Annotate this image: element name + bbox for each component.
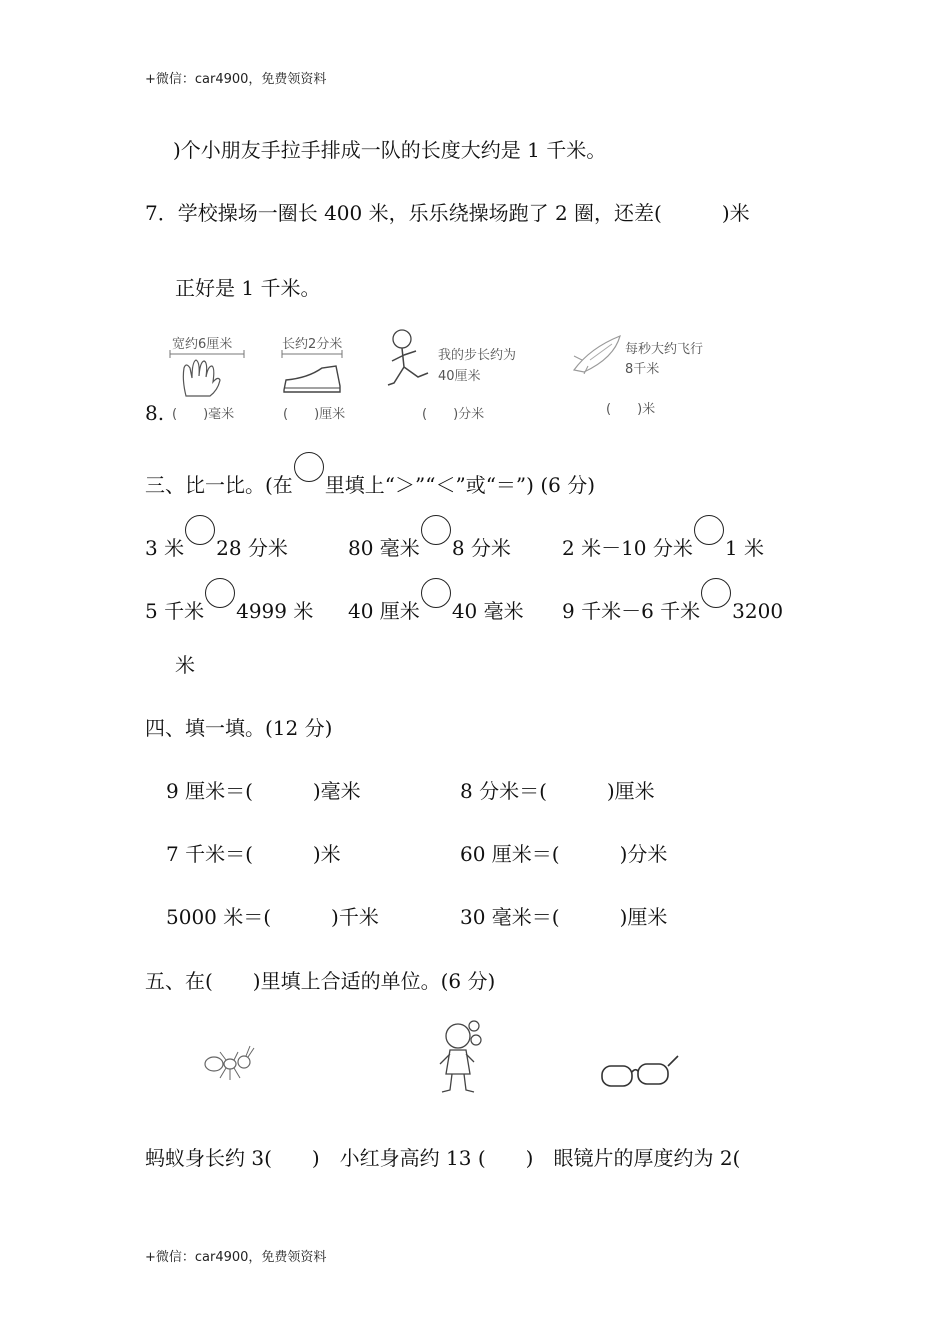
compare-right: 28 分米: [216, 536, 288, 560]
section5-title: 五、在( )里填上合适的单位。(6 分): [145, 969, 496, 993]
section3-title-a: 三、比一比。(在: [145, 473, 293, 497]
compare-item: [145, 515, 288, 561]
footer-watermark: +微信：car4900，免费领资料: [145, 1250, 327, 1265]
q7-line2: 正好是 1 千米。: [175, 276, 321, 300]
rocket-icon: [570, 332, 626, 374]
q8-caption-boy-1: 我的步长约为: [438, 348, 517, 363]
compare-item: [562, 515, 764, 561]
q8-caption-shoe: 长约2分米: [282, 337, 343, 352]
answer-circle-icon: [294, 452, 324, 482]
section4-title: 四、填一填。(12 分): [145, 716, 333, 740]
q8-caption-rocket-1: 每秒大约飞行: [625, 342, 704, 357]
compare-left: 80 毫米: [348, 536, 420, 560]
compare-wrap-unit: 米: [175, 653, 195, 677]
section3-title-b: 里填上“＞”“＜”或“＝”) (6 分): [324, 473, 596, 497]
compare-right: 8 分米: [451, 536, 511, 560]
compare-left: 40 厘米: [348, 599, 420, 623]
q6-tail-text: )个小朋友手拉手排成一队的长度大约是 1 千米。: [173, 138, 607, 162]
shoe-icon: [278, 350, 358, 398]
q8-caption-boy-2: 40厘米: [438, 369, 481, 384]
compare-item: [145, 578, 313, 624]
compare-circle[interactable]: [421, 578, 451, 608]
q8-answer-hand: ( )毫米: [172, 407, 235, 422]
compare-circle[interactable]: [694, 515, 724, 545]
header-watermark: +微信：car4900，免费领资料: [145, 72, 327, 87]
walking-boy-icon: [384, 325, 436, 393]
q8-caption-hand: 宽约6厘米: [172, 337, 233, 352]
compare-item: [562, 578, 783, 624]
q8-answer-shoe: ( )厘米: [283, 407, 346, 422]
compare-right: 40 毫米: [451, 599, 524, 623]
compare-circle[interactable]: [701, 578, 731, 608]
section3-title: [145, 452, 595, 498]
compare-left: 3 米: [145, 536, 185, 560]
glasses-icon: [598, 1052, 682, 1092]
section5-line: 蚂蚁身长约 3( ) 小红身高约 13 ( ) 眼镜片的厚度约为 2(: [145, 1146, 741, 1170]
fill-item: 30 毫米＝( )厘米: [460, 905, 668, 929]
compare-right: 1 米: [724, 536, 764, 560]
q8-number: 8.: [145, 401, 165, 425]
compare-left: 2 米－10 分米: [562, 536, 693, 560]
compare-right: 3200: [732, 599, 784, 623]
compare-left: 5 千米: [145, 599, 205, 623]
compare-circle[interactable]: [421, 515, 451, 545]
hand-icon: [168, 350, 248, 400]
compare-left: 9 千米－6 千米: [562, 599, 701, 623]
girl-icon: [432, 1018, 494, 1098]
q8-answer-rocket: ( )米: [606, 402, 656, 417]
ant-icon: [200, 1044, 262, 1084]
compare-circle[interactable]: [185, 515, 215, 545]
compare-item: [348, 515, 511, 561]
q8-caption-rocket-2: 8千米: [625, 362, 660, 377]
q7-line1: 7．学校操场一圈长 400 米，乐乐绕操场跑了 2 圈，还差( )米: [145, 201, 750, 225]
fill-item: 8 分米＝( )厘米: [460, 779, 655, 803]
compare-circle[interactable]: [205, 578, 235, 608]
fill-item: 5000 米＝( )千米: [166, 905, 379, 929]
fill-item: 60 厘米＝( )分米: [460, 842, 668, 866]
fill-item: 7 千米＝( )米: [166, 842, 341, 866]
fill-item: 9 厘米＝( )毫米: [166, 779, 361, 803]
compare-item: [348, 578, 524, 624]
q8-answer-boy: ( )分米: [422, 407, 485, 422]
compare-right: 4999 米: [236, 599, 314, 623]
